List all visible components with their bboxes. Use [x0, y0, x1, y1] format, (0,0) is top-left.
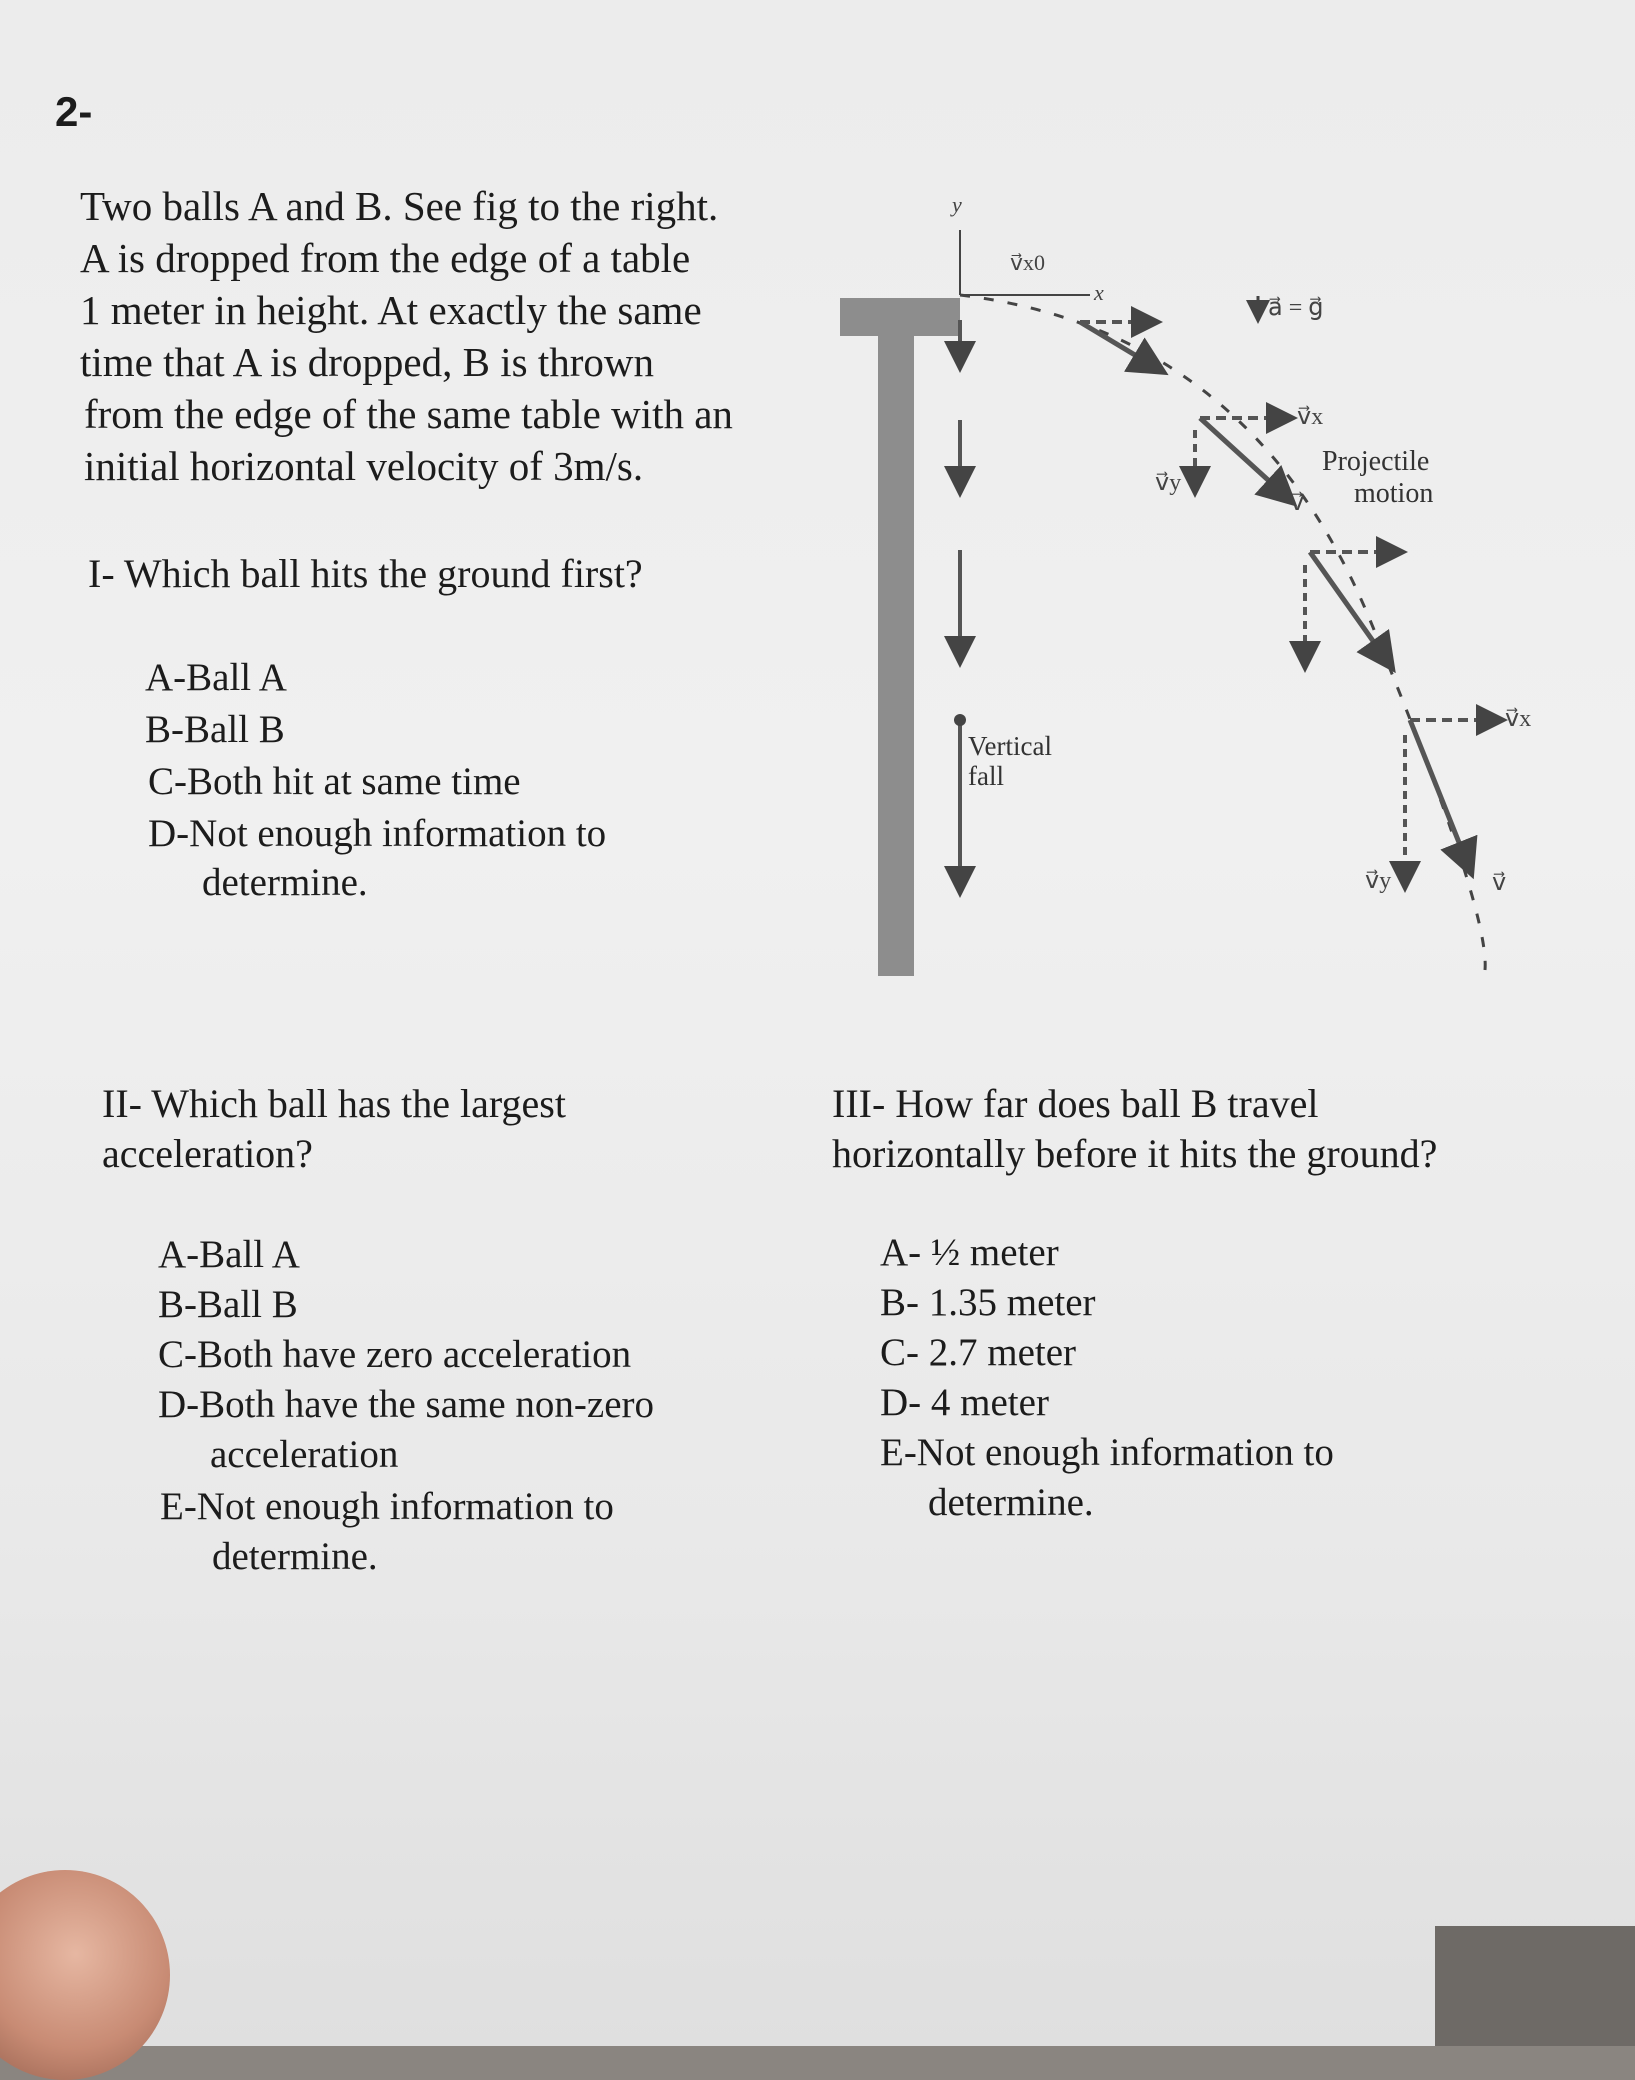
y-axis-label: y [952, 192, 962, 217]
q3-option-e-cont: determine. [928, 1481, 1094, 1524]
q2-option-c: C-Both have zero acceleration [158, 1333, 632, 1376]
vertical-fall-label-cont: fall [968, 761, 1004, 791]
q2-option-a: A-Ball A [158, 1233, 300, 1276]
vertical-fall-label: Vertical [968, 731, 1052, 761]
velocity-arrow [1080, 322, 1160, 370]
q1-option-d-cont: determine. [202, 861, 368, 904]
projectile-motion-label-cont: motion [1354, 478, 1434, 509]
q1-option-a: A-Ball A [145, 656, 287, 699]
table-leg [878, 336, 914, 976]
vy-label: v⃗y [1365, 868, 1392, 894]
q2-option-d-cont: acceleration [210, 1433, 399, 1476]
q3-prompt: III- How far does ball B travel [832, 1081, 1319, 1126]
velocity-arrow [1200, 418, 1290, 500]
q3-prompt-cont: horizontally before it hits the ground? [832, 1131, 1438, 1176]
q3-option-c: C- 2.7 meter [880, 1331, 1077, 1374]
ball-a [954, 714, 966, 726]
intro-line: initial horizontal velocity of 3m/s. [84, 443, 644, 489]
intro-line: Two balls A and B. See fig to the right. [80, 183, 719, 229]
velocity-arrow [1310, 552, 1390, 665]
projectile-motion-label: Projectile [1322, 446, 1430, 477]
q1-option-c: C-Both hit at same time [148, 760, 521, 803]
q1-option-b: B-Ball B [145, 708, 285, 751]
x-axis-label: x [1094, 280, 1104, 305]
velocity-arrow [1410, 720, 1470, 870]
vx-label: v⃗x [1505, 706, 1532, 732]
velocity-label: v⃗ [1290, 490, 1305, 516]
q1-prompt: I- Which ball hits the ground first? [88, 551, 643, 596]
intro-line: from the edge of the same table with an [84, 391, 733, 437]
intro-line: time that A is dropped, B is thrown [80, 339, 654, 385]
q2-prompt-cont: acceleration? [102, 1131, 313, 1176]
intro-line: A is dropped from the edge of a table [80, 235, 691, 281]
q3-option-b: B- 1.35 meter [880, 1281, 1096, 1324]
question-number: 2- [55, 88, 93, 135]
q1-option-d: D-Not enough information to [148, 812, 607, 855]
q2-prompt: II- Which ball has the largest [102, 1081, 566, 1126]
q2-option-e-cont: determine. [212, 1535, 378, 1578]
vy-label: v⃗y [1155, 470, 1182, 496]
vx-label: v⃗x [1297, 404, 1324, 430]
q2-option-d: D-Both have the same non-zero [158, 1383, 654, 1426]
velocity-label: v⃗ [1492, 870, 1507, 896]
vx0-label: v⃗x0 [1010, 250, 1046, 275]
table-top [840, 298, 960, 336]
q3-option-a: A- ½ meter [880, 1231, 1059, 1274]
q2-option-b: B-Ball B [158, 1283, 298, 1326]
q2-option-e: E-Not enough information to [160, 1485, 614, 1528]
intro-line: 1 meter in height. At exactly the same [80, 287, 702, 333]
q3-option-e: E-Not enough information to [880, 1431, 1334, 1474]
acceleration-label: a⃗ = g⃗ [1268, 295, 1324, 321]
q3-option-d: D- 4 meter [880, 1381, 1049, 1424]
